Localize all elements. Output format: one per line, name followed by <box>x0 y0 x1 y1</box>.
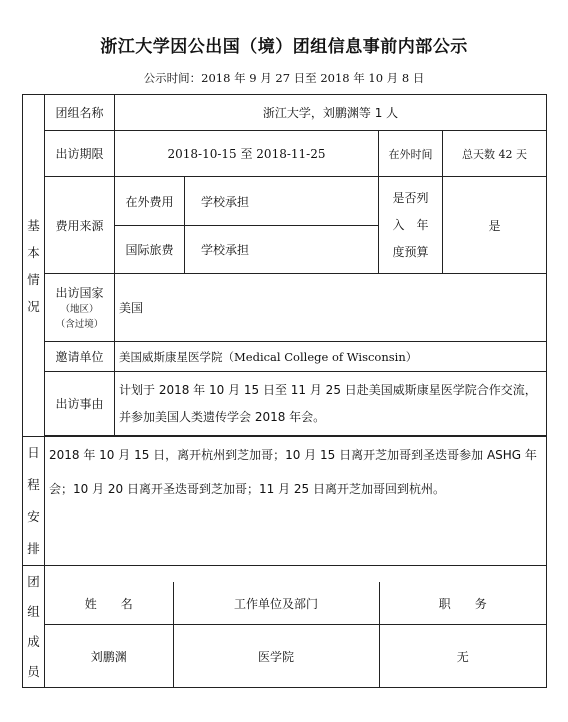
section-basic: 基 本 情 况 <box>23 95 45 437</box>
reason-value: 计划于 2018 年 10 月 15 日至 11 月 25 日赴美国威斯康星医学院合作交流，并参加美国人类遗传学会 2018 年会。 <box>115 372 547 436</box>
group-name-label: 团组名称 <box>45 95 115 131</box>
country-value: 美国 <box>115 274 547 342</box>
abroad-cost-label: 在外费用 <box>115 177 185 226</box>
period-row <box>23 131 547 177</box>
inviter-row <box>23 342 547 372</box>
abroad-time-label: 在外时间 <box>379 131 443 177</box>
members-cell <box>45 566 547 688</box>
members-header-name: 姓 名 <box>45 582 173 625</box>
members-row <box>23 566 547 688</box>
members-header-row <box>45 582 546 625</box>
section-members: 团 组 成 员 <box>23 566 45 688</box>
page-title: 浙江大学因公出国（境）团组信息事前内部公示 <box>100 37 468 57</box>
reason-row <box>23 372 547 436</box>
schedule-value: 2018 年 10 月 15 日，离开杭州到芝加哥；10 月 15 日离开芝加哥到圣迭哥参加 ASHG 年会；10 月 20 日离开圣迭哥到芝加哥；11 月 25 日离开芝加哥回到杭州。 <box>45 437 547 566</box>
notice-period: 公示时间：2018 年 9 月 27 日至 2018 年 10 月 8 日 <box>143 71 425 85</box>
inviter-label: 邀请单位 <box>45 342 115 372</box>
country-label: 出访国家 （地区） （含过境） <box>45 274 115 342</box>
inviter-value: 美国威斯康星医学院（Medical College of Wisconsin） <box>115 342 547 372</box>
reason-label: 出访事由 <box>45 372 115 436</box>
abroad-time-value: 总天数 42 天 <box>443 131 547 177</box>
funding-row-1 <box>23 177 547 226</box>
country-row <box>23 274 547 342</box>
abroad-cost-value: 学校承担 <box>185 177 379 226</box>
funding-label: 费用来源 <box>45 177 115 274</box>
members-table <box>45 582 546 687</box>
info-table <box>22 94 547 688</box>
member-title: 无 <box>379 625 546 688</box>
budget-label: 是否列 入 年 度预算 <box>379 177 443 274</box>
period-label: 出访期限 <box>45 131 115 177</box>
member-unit: 医学院 <box>173 625 379 688</box>
members-header-title: 职 务 <box>379 582 546 625</box>
section-schedule: 日 程 安 排 <box>23 437 45 566</box>
members-header-unit: 工作单位及部门 <box>173 582 379 625</box>
member-name: 刘鹏渊 <box>90 649 127 664</box>
travel-cost-value: 学校承担 <box>185 226 379 274</box>
group-name-row <box>23 95 547 131</box>
schedule-row <box>23 437 547 566</box>
group-name-value: 浙江大学，刘鹏渊等 1 人 <box>115 95 547 131</box>
table-row <box>45 625 546 688</box>
budget-value: 是 <box>443 177 547 274</box>
travel-cost-label: 国际旅费 <box>115 226 185 274</box>
period-value: 2018-10-15 至 2018-11-25 <box>115 131 379 177</box>
